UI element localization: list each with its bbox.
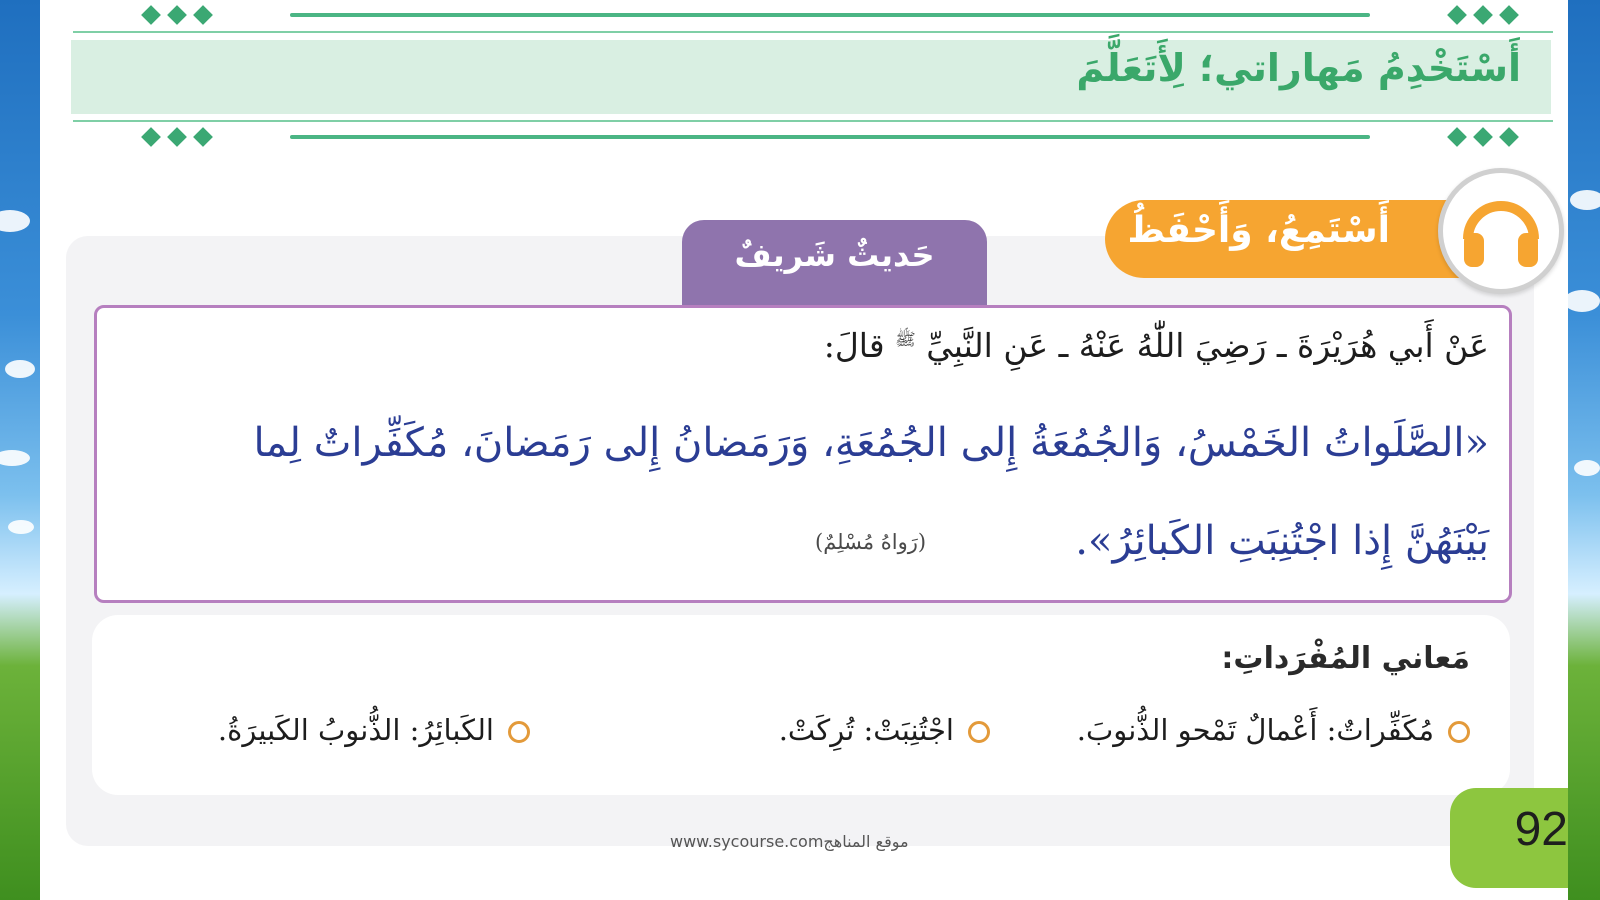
headphones-icon bbox=[1458, 187, 1544, 273]
hadith-text-line-2: بَيْنَهُنَّ إِذا اجْتُنِبَتِ الكَبائِرُ». bbox=[1075, 518, 1489, 564]
listen-memorize-label: أَسْتَمِعُ، وَأَحْفَظُ bbox=[1127, 210, 1390, 251]
hadith-narrator: (رَواهُ مُسْلِمٌ) bbox=[815, 530, 927, 554]
top-decoration bbox=[140, 6, 1520, 24]
hadith-tab bbox=[682, 220, 987, 305]
vocabulary-item bbox=[1077, 713, 1470, 747]
vocabulary-item bbox=[218, 713, 530, 747]
page-number: 92 bbox=[1514, 803, 1568, 856]
vocabulary-item-text: مُكَفِّراتٌ: أَعْمالٌ تَمْحو الذُّنوبَ. bbox=[1076, 713, 1434, 747]
hadith-tab-label: حَديثٌ شَريفٌ bbox=[734, 236, 935, 274]
vocabulary-title: مَعاني المُفْرَداتِ: bbox=[1221, 641, 1470, 676]
vocabulary-item-text: الكَبائِرُ: الذُّنوبُ الكَبيرَةُ. bbox=[217, 713, 494, 747]
vocabulary-box bbox=[92, 615, 1510, 795]
diamond-ornament-icon bbox=[1450, 6, 1516, 22]
right-background-strip bbox=[1568, 0, 1600, 900]
pbuh-symbol: ﷺ bbox=[895, 330, 916, 350]
hadith-text-line-1: «الصَّلَواتُ الخَمْسُ، وَالجُمُعَةُ إِلى الجُمُعَةِ، وَرَمَضانُ إِلى رَمَضانَ، مُكَفِّراتٌ لِما bbox=[253, 420, 1489, 466]
divider bbox=[73, 31, 1553, 33]
vocabulary-item bbox=[779, 713, 990, 747]
audio-play-button[interactable] bbox=[1438, 168, 1564, 294]
circle-bullet-icon bbox=[968, 721, 990, 743]
site-watermark: www.sycourse.comموقع المناهج bbox=[670, 832, 909, 851]
left-background-strip bbox=[0, 0, 40, 900]
hadith-intro bbox=[824, 326, 1489, 365]
circle-bullet-icon bbox=[1448, 721, 1470, 743]
vocabulary-item-text: اجْتُنِبَتْ: تُرِكَتْ. bbox=[778, 713, 954, 747]
textbook-page bbox=[40, 0, 1568, 900]
circle-bullet-icon bbox=[508, 721, 530, 743]
diamond-ornament-icon bbox=[144, 128, 210, 144]
section-title: أَسْتَخْدِمُ مَهاراتي؛ لِأَتَعَلَّمَ bbox=[1076, 46, 1521, 90]
hadith-said: قالَ: bbox=[823, 326, 885, 365]
bottom-decoration bbox=[140, 128, 1520, 146]
diamond-ornament-icon bbox=[1450, 128, 1516, 144]
hadith-chain: عَنْ أَبي هُرَيْرَةَ ـ رَضِيَ اللّٰهُ عَنْهُ ـ عَنِ النَّبِيِّ bbox=[926, 326, 1489, 365]
divider bbox=[73, 120, 1553, 122]
page-number-badge bbox=[1450, 788, 1568, 888]
section-title-band bbox=[71, 40, 1551, 114]
diamond-ornament-icon bbox=[144, 6, 210, 22]
hadith-box bbox=[94, 305, 1512, 603]
